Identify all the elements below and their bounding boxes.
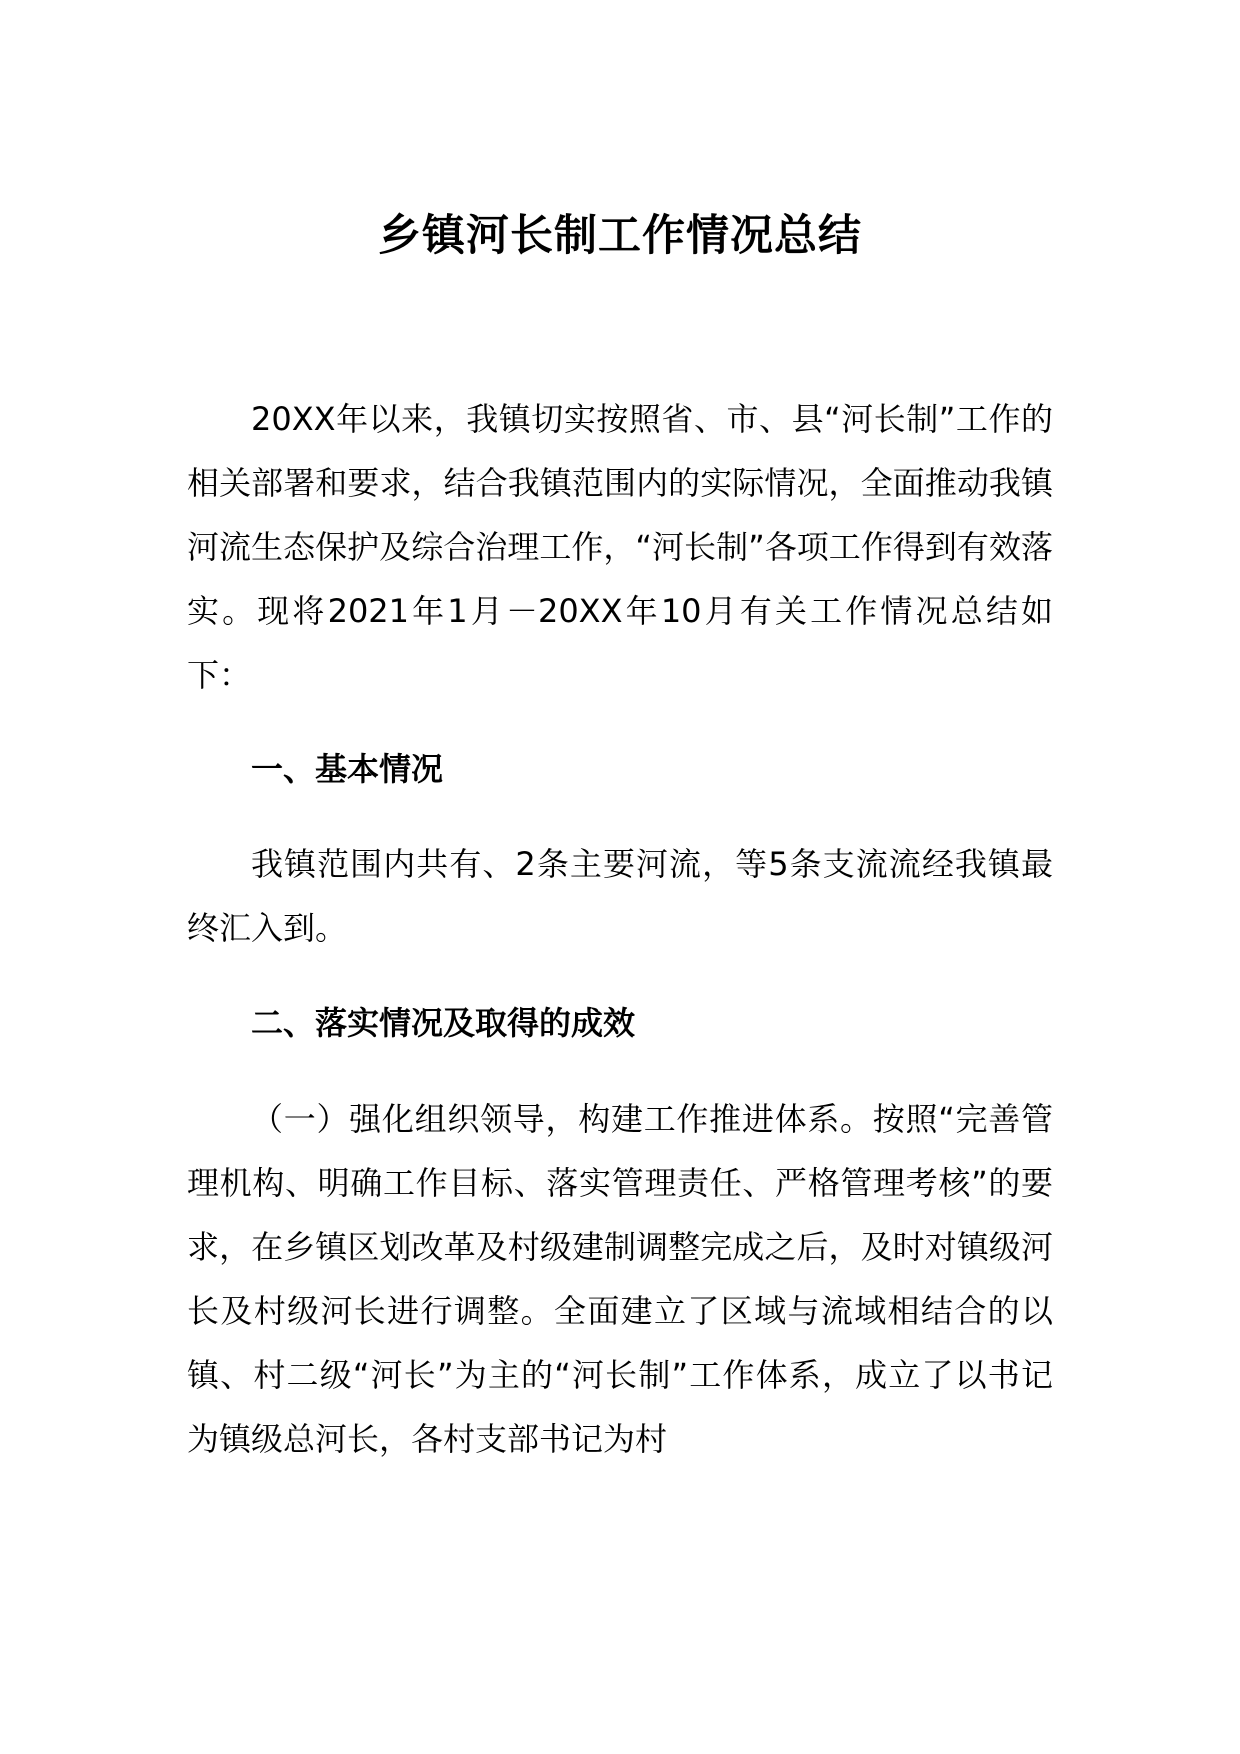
intro-paragraph: 20XX年以来，我镇切实按照省、市、县“河长制”工作的相关部署和要求，结合我镇范围内的实际情况，全面推动我镇河流生态保护及综合治理工作，“河长制”各项工作得到有效落实。现将2021年1月－20XX年10月有关工作情况总结如下： bbox=[187, 400, 1053, 694]
basic-situation-paragraph: 我镇范围内共有、2条主要河流，等5条支流流经我镇最终汇入到。 bbox=[187, 845, 1053, 947]
implementation-paragraph: （一）强化组织领导，构建工作推进体系。按照“完善管理机构、明确工作目标、落实管理责任、严格管理考核”的要求，在乡镇区划改革及村级建制调整完成之后，及时对镇级河长及村级河长进行调整。全面建立了区域与流域相结合的以镇、村二级“河长”为主的“河长制”工作体系，成立了以书记为镇级总河长，各村支部书记为村 bbox=[187, 1100, 1053, 1458]
section-heading-implementation: 二、落实情况及取得的成效 bbox=[251, 1004, 636, 1042]
document-title: 乡镇河长制工作情况总结 bbox=[378, 211, 862, 261]
section-heading-basic-situation: 一、基本情况 bbox=[251, 750, 444, 788]
